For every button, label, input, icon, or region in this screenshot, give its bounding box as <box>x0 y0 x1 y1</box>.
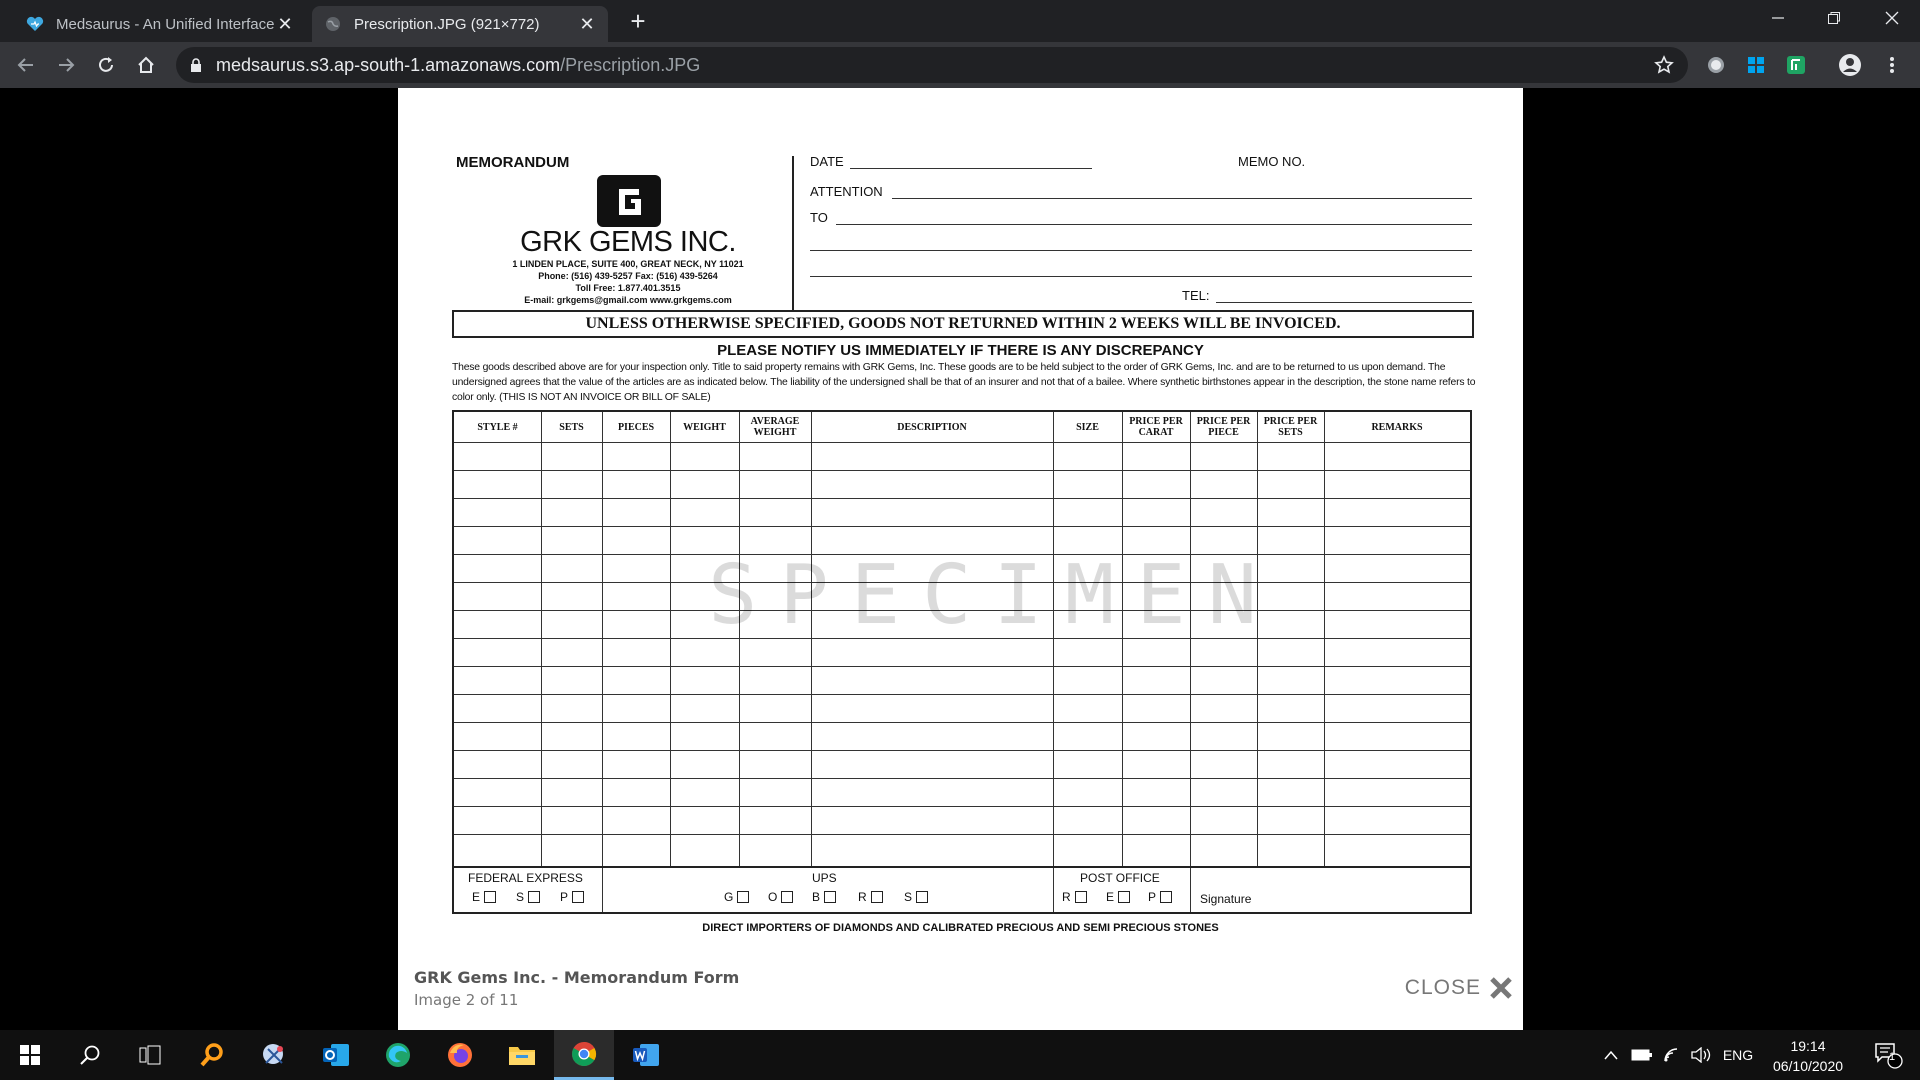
col-description: DESCRIPTION <box>897 421 967 433</box>
minimize-icon[interactable] <box>1750 0 1806 36</box>
search-app-icon[interactable] <box>182 1030 242 1080</box>
company-name: GRK GEMS INC. <box>520 226 736 258</box>
lock-icon <box>190 58 202 73</box>
col-price-per-sets: PRICE PER SETS <box>1263 416 1318 438</box>
ups-option-s[interactable] <box>904 890 928 904</box>
table-row-line <box>454 526 1470 527</box>
tel-label: TEL: <box>1182 288 1210 303</box>
company-tollfree: Toll Free: 1.877.401.3515 <box>575 283 681 293</box>
option-label: P <box>560 890 569 904</box>
extension-green-icon[interactable] <box>1780 49 1812 81</box>
checkbox[interactable] <box>572 891 584 903</box>
tab-medsaurus[interactable] <box>14 6 306 42</box>
ups-label: UPS <box>812 871 837 885</box>
shipping-divider <box>1053 868 1054 912</box>
header-divider <box>792 156 794 310</box>
reload-icon[interactable] <box>90 49 122 81</box>
extension-windows-icon[interactable] <box>1740 49 1772 81</box>
search-icon[interactable] <box>60 1030 120 1080</box>
col-pieces: PIECES <box>617 421 655 433</box>
battery-icon[interactable] <box>1628 1030 1656 1080</box>
checkbox[interactable] <box>916 891 928 903</box>
company-address: 1 LINDEN PLACE, SUITE 400, GREAT NECK, NY 11021 <box>512 259 744 269</box>
table-col-line <box>1324 412 1325 866</box>
window-close-icon[interactable] <box>1864 0 1920 36</box>
shipping-section <box>452 868 1472 914</box>
post-option-e[interactable] <box>1106 890 1130 904</box>
post-option-r[interactable] <box>1062 890 1087 904</box>
globe-favicon-icon <box>324 15 342 33</box>
close-icon[interactable] <box>1489 976 1513 1000</box>
option-label: S <box>904 890 913 904</box>
memo-no-label: MEMO NO. <box>1238 154 1306 169</box>
company-email: E-mail: grkgems@gmail.com www.grkgems.com <box>524 295 732 305</box>
tray-chevron-up-icon[interactable] <box>1598 1030 1624 1080</box>
checkbox[interactable] <box>781 891 793 903</box>
post-option-p[interactable] <box>1148 890 1172 904</box>
specimen-watermark: SPECIMEN <box>708 548 1279 643</box>
chrome-icon[interactable] <box>554 1030 614 1080</box>
home-icon[interactable] <box>130 49 162 81</box>
table-row-line <box>454 694 1470 695</box>
table-row-line <box>454 498 1470 499</box>
profile-avatar-icon[interactable] <box>1834 49 1866 81</box>
bookmark-star-icon[interactable] <box>1654 55 1674 80</box>
memorandum-image <box>398 88 1523 948</box>
tab-prescription[interactable] <box>312 6 608 42</box>
checkbox[interactable] <box>528 891 540 903</box>
language-indicator[interactable]: ENG <box>1722 1047 1754 1063</box>
wifi-icon[interactable] <box>1658 1030 1686 1080</box>
col-sets: SETS <box>559 421 584 433</box>
table-row-line <box>454 666 1470 667</box>
ups-option-o[interactable] <box>768 890 793 904</box>
forward-arrow-icon[interactable] <box>50 49 82 81</box>
checkbox[interactable] <box>824 891 836 903</box>
snipping-tool-icon[interactable] <box>244 1030 304 1080</box>
checkbox[interactable] <box>1160 891 1172 903</box>
outlook-icon[interactable] <box>306 1030 366 1080</box>
attention-label: ATTENTION <box>810 184 883 199</box>
attention-line <box>892 198 1472 199</box>
ups-option-b[interactable] <box>812 890 836 904</box>
volume-icon[interactable] <box>1688 1030 1716 1080</box>
shipping-divider <box>602 868 603 912</box>
notice-box: UNLESS OTHERWISE SPECIFIED, GOODS NOT RETURNED WITHIN 2 WEEKS WILL BE INVOICED. <box>452 310 1474 338</box>
table-col-line <box>541 412 542 866</box>
col-weight: WEIGHT <box>683 421 726 433</box>
tel-line <box>1216 302 1472 303</box>
table-row-line <box>454 470 1470 471</box>
firefox-icon[interactable] <box>430 1030 490 1080</box>
table-row-line <box>454 750 1470 751</box>
option-label: R <box>858 890 867 904</box>
option-label: S <box>516 890 525 904</box>
col-price-per-carat: PRICE PER CARAT <box>1129 416 1183 438</box>
close-label: CLOSE <box>1404 976 1481 999</box>
option-label: P <box>1148 890 1157 904</box>
option-label: B <box>812 890 821 904</box>
option-label: R <box>1062 890 1071 904</box>
fedex-option-e[interactable] <box>472 890 496 904</box>
clock-date: 06/10/2020 <box>1772 1058 1844 1074</box>
tab-close-icon[interactable]: ✕ <box>277 13 293 34</box>
to-line <box>836 224 1472 225</box>
fedex-label: FEDERAL EXPRESS <box>468 871 583 885</box>
col-size: SIZE <box>1076 421 1099 433</box>
table-row-line <box>454 834 1470 835</box>
back-arrow-icon[interactable] <box>10 49 42 81</box>
ups-option-g[interactable] <box>724 890 749 904</box>
edge-icon[interactable] <box>368 1030 428 1080</box>
url-host: medsaurus.s3.ap-south-1.amazonaws.com <box>216 54 561 75</box>
option-label: E <box>1106 890 1115 904</box>
image-caption <box>414 968 739 1009</box>
restore-icon[interactable] <box>1806 0 1862 36</box>
shipping-divider <box>1190 868 1191 912</box>
option-label: E <box>472 890 481 904</box>
col-remarks: REMARKS <box>1371 421 1423 433</box>
ups-option-r[interactable] <box>858 890 883 904</box>
notification-center-icon[interactable] <box>1864 1030 1912 1080</box>
table-row-line <box>454 778 1470 779</box>
lightbox <box>398 88 1523 1030</box>
address-line-1 <box>810 250 1472 251</box>
terms-text: These goods described above are for your inspection only. Title to said property remains with GRK Gems, Inc. These goods are to be held subject to the order of GRK Gems, Inc. and are to be returned to us upon demand. The undersigned agrees that the value of the articles are as indicated below. The liability of the undersigned shall be that of an insurer and not that of a bailee. Where synthetic birthstones appear in the description, the stone name refers to color only. (THIS IS NOT AN INVOICE OR BILL OF SALE) <box>452 362 1476 403</box>
to-label: TO <box>810 210 828 225</box>
table-header-line <box>454 442 1470 443</box>
signature-label: Signature <box>1200 892 1252 906</box>
caption-title: GRK Gems Inc. - Memorandum Form <box>414 968 740 987</box>
system-clock[interactable] <box>1760 1036 1856 1076</box>
image-viewer <box>0 88 1920 1030</box>
checkbox[interactable] <box>1075 891 1087 903</box>
table-row-line <box>454 722 1470 723</box>
windows-start-icon[interactable] <box>0 1030 60 1080</box>
memo-title: MEMORANDUM <box>456 154 570 171</box>
task-view-icon[interactable] <box>120 1030 180 1080</box>
checkbox[interactable] <box>1118 891 1130 903</box>
menu-kebab-icon[interactable] <box>1876 49 1908 81</box>
table-col-line <box>670 412 671 866</box>
notification-count: 1 <box>1889 1051 1896 1063</box>
tab-close-icon[interactable]: ✕ <box>579 13 595 34</box>
new-tab-button[interactable]: + <box>630 6 646 36</box>
url-path: /Prescription.JPG <box>560 54 701 75</box>
fedex-option-s[interactable] <box>516 890 540 904</box>
address-line-2 <box>810 276 1472 277</box>
col-style: STYLE # <box>477 421 518 433</box>
checkbox[interactable] <box>737 891 749 903</box>
option-label: O <box>768 890 778 904</box>
company-phone: Phone: (516) 439-5257 Fax: (516) 439-5264 <box>538 271 718 281</box>
importers-footer: DIRECT IMPORTERS OF DIAMONDS AND CALIBRATED PRECIOUS AND SEMI PRECIOUS STONES <box>702 922 1219 934</box>
tab-title: Medsaurus - An Unified Interface <box>56 15 275 33</box>
word-icon[interactable] <box>616 1030 676 1080</box>
notify-heading: PLEASE NOTIFY US IMMEDIATELY IF THERE IS ANY DISCREPANCY <box>717 342 1204 359</box>
checkbox[interactable] <box>871 891 883 903</box>
tab-title: Prescription.JPG (921×772) <box>354 15 540 33</box>
table-col-line <box>602 412 603 866</box>
file-explorer-icon[interactable] <box>492 1030 552 1080</box>
table-row-line <box>454 806 1470 807</box>
checkbox[interactable] <box>484 891 496 903</box>
grk-logo-icon <box>597 175 661 227</box>
lightbox-close-button[interactable] <box>1405 976 1513 1000</box>
heart-favicon-icon <box>26 15 44 33</box>
address-bar[interactable] <box>176 47 1688 83</box>
image-counter: Image 2 of 11 <box>414 991 519 1009</box>
date-line <box>850 168 1092 169</box>
col-price-per-piece: PRICE PER PIECE <box>1196 416 1251 438</box>
post-office-label: POST OFFICE <box>1080 871 1160 885</box>
date-label: DATE <box>810 154 844 169</box>
extension-record-icon[interactable] <box>1700 49 1732 81</box>
clock-time: 19:14 <box>1790 1038 1826 1054</box>
col-average-weight: AVERAGE WEIGHT <box>750 416 800 438</box>
windows-taskbar <box>0 1030 1920 1080</box>
tab-strip <box>0 0 1920 42</box>
fedex-option-p[interactable] <box>560 890 584 904</box>
option-label: G <box>724 890 734 904</box>
browser-toolbar <box>0 42 1920 88</box>
